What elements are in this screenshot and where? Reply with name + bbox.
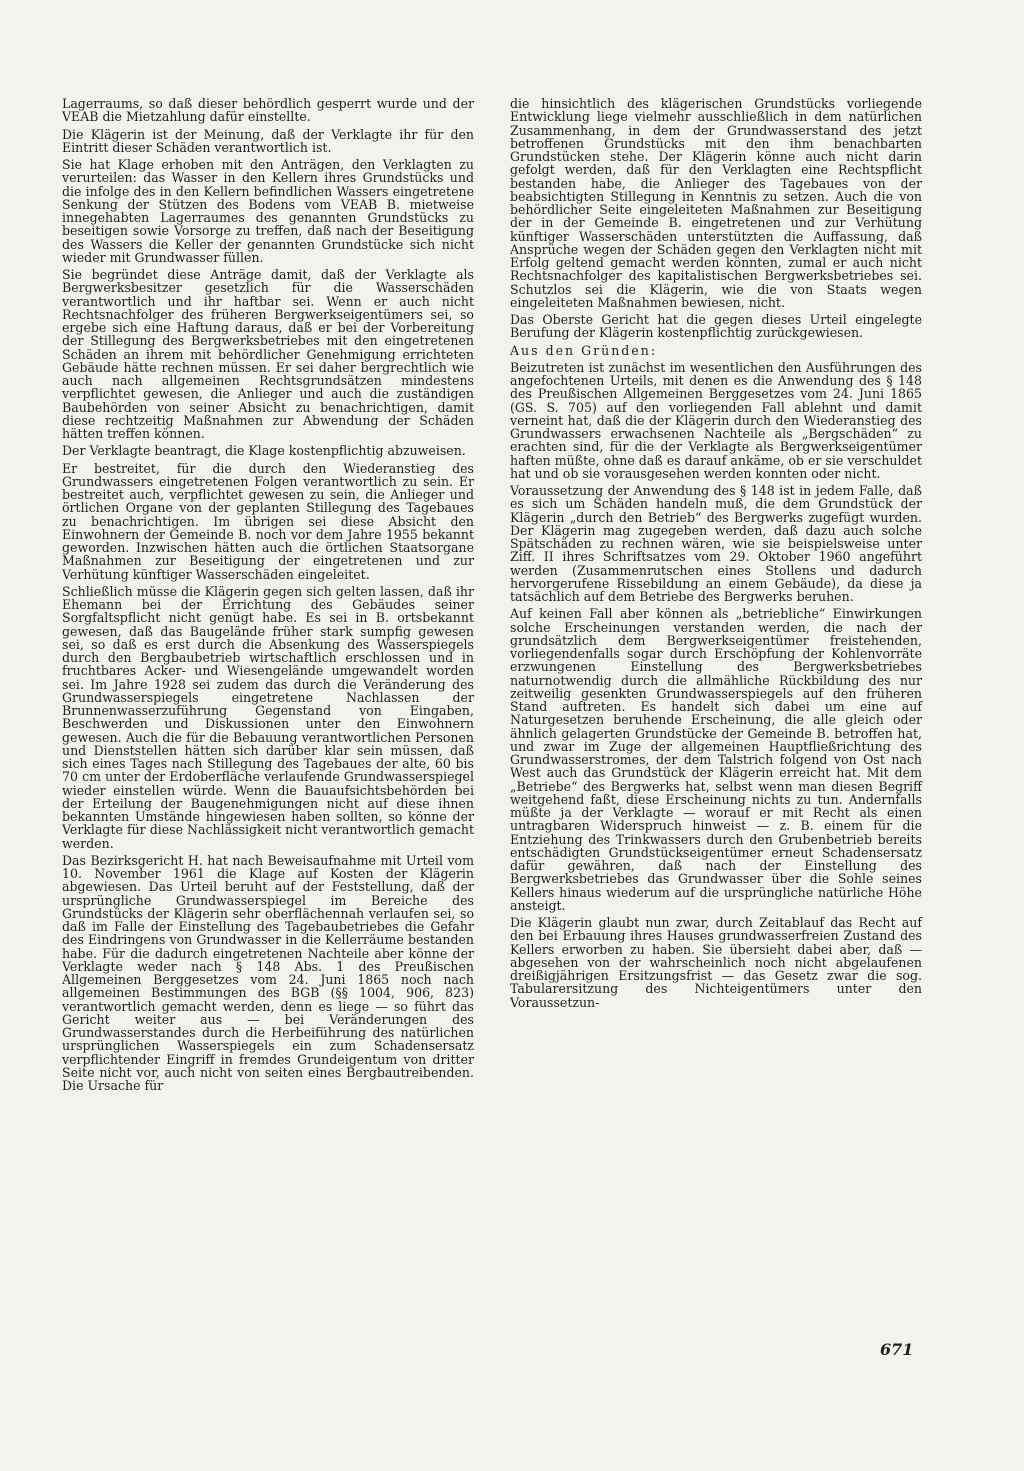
paragraph: Sie hat Klage erhoben mit den Anträgen, den Verklagten zu verurteilen: das Wasser in den Kellern ihres Grundstücks und die infolge des in den Kellern befindlichen Wassers eingetretene Senkung der Stützen des Bodens vom VEAB B. mietweise innegehabten Lagerraumes des genannten Grundstücks zu beseitigen sowie Vorsorge zu treffen, daß nach der Beseitigung des Wassers die Keller der genannten Grundstücke sich nicht wieder mit Grundwasser füllen.: [62, 157, 474, 265]
paragraph: Voraussetzung der Anwendung des § 148 ist in jedem Falle, daß es sich um Schäden handeln muß, die dem Grundstück der Klägerin „durch den Betrieb“ des Bergwerks zugefügt wurden. Der Klägerin mag zugegeben werden, daß dazu auch solche Spätschäden zu rechnen wären, wie sie beispielsweise unter Ziff. II ihres Schriftsatzes vom 29. Oktober 1960 angeführt werden (Zusammenrutschen eines Stollens und dadurch hervorgerufene Rissebildung an einem Gebäude), da diese ja tatsächlich auf dem Betriebe des Bergwerks beruhen.: [510, 483, 922, 604]
left-column: [62, 97, 474, 1096]
paragraph: Auf keinen Fall aber können als „betriebliche“ Einwirkungen solche Erscheinungen verstanden werden, die nach der grundsätzlich dem Bergwerkseigentümer freistehenden, vorliegendenfalls sogar durch Erschöpfung der Kohlenvorräte erzwungenen Einstellung des Bergwerksbetriebes naturnotwendig durch die allmähliche Rückbildung des nur zeitweilig gesenkten Grundwasserspiegels auf den früheren Stand auftreten. Es handelt sich dabei um eine auf Naturgesetzen beruhende Erscheinung, die alle gleich oder ähnlich gelagerten Grundstücke der Gemeinde B. betroffen hat, und zwar im Zuge der allgemeinen Hauptfließrichtung des Grundwasserstromes, der dem Talstrich folgend von Ost nach West auch das Grundstück der Klägerin erreicht hat. Mit dem „Betriebe“ des Bergwerks hat, selbst wenn man diesen Begriff weitgehend faßt, diese Erscheinung nichts zu tun. Andernfalls müßte ja der Verklagte — worauf er mit Recht als einen untragbaren Widerspruch hinweist — z. B. einem für die Entziehung des Trinkwassers durch den Grubenbetrieb bereits entschädigten Grundstückseigentümer erneut Schadensersatz dafür gewähren, daß nach der Einstellung des Bergwerksbetriebes das Grundwasser über die Sohle seines Kellers hinaus wiederum auf die ursprüngliche natürliche Höhe ansteigt.: [510, 606, 922, 913]
paragraph: Das Bezirksgericht H. hat nach Beweisaufnahme mit Urteil vom 10. November 1961 die Klage auf Kosten der Klägerin abgewiesen. Das Urteil beruht auf der Feststellung, daß der ursprüngliche Grundwasserspiegel im Bereiche des Grundstücks der Klägerin sehr oberflächennah verlaufen sei, so daß im Falle der Einstellung des Tagebaubetriebes die Gefahr des Eindringens von Grundwasser in die Kellerräume bestanden habe. Für die dadurch eingetretenen Nachteile aber könne der Verklagte weder nach § 148 Abs. 1 des Preußischen Allgemeinen Berggesetzes vom 24. Juni 1865 noch nach allgemeinen Bestimmungen des BGB (§§ 1004, 906, 823) verantwortlich gemacht werden, denn es liege — so führt das Gericht weiter aus — bei Veränderungen des Grundwasserstandes durch die Herbeiführung des natürlichen ursprünglichen Wasserspiegels ein zum Schadensersatz verpflichtender Eingriff in fremdes Grundeigentum von dritter Seite nicht vor, auch nicht von seiten eines Bergbautreibenden. Die Ursache für: [62, 852, 474, 1093]
paragraph: Die Klägerin ist der Meinung, daß der Verklagte ihr für den Eintritt dieser Schäden verantwortlich ist.: [62, 126, 474, 155]
section-heading: Aus den Gründen:: [510, 342, 658, 358]
paragraph: Lagerraums, so daß dieser behördlich gesperrt wurde und der VEAB die Mietzahlung dafür einstellte.: [62, 96, 474, 125]
page-number: 671: [880, 1340, 914, 1359]
paragraph: Die Klägerin glaubt nun zwar, durch Zeitablauf das Recht auf den bei Erbauung ihres Hauses grundwasserfreien Zustand des Kellers erworben zu haben. Sie übersieht dabei aber, daß — abgesehen von der wahrscheinlich noch nicht abgelaufenen dreißigjährigen Ersitzungsfrist — das Gesetz zwar die sog. Tabularersitzung des Nichteigentümers unter den Voraussetzun-: [510, 915, 922, 1010]
paragraph: Das Oberste Gericht hat die gegen dieses Urteil eingelegte Berufung der Klägerin kostenpflichtig zurückgewiesen.: [510, 312, 922, 341]
paragraph: die hinsichtlich des klägerischen Grundstücks vorliegende Entwicklung liege vielmehr ausschließlich in dem natürlichen Zusammenhang, in dem der Grundwasserstand des jetzt betroffenen Grundstücks mit den ihm benachbarten Grundstücken stehe. Der Klägerin könne auch nicht darin gefolgt werden, daß für den Verklagten eine Rechtspflicht bestanden habe, die Anlieger des Tagebaues von der beabsichtigten Stillegung in Kenntnis zu setzen. Auch die von behördlicher Seite eingeleiteten Maßnahmen zur Beseitigung der in der Gemeinde B. eingetretenen und zur Verhütung künftiger Wasserschäden unterstützten die Auffassung, daß Ansprüche wegen der Schäden gegen den Verklagten nicht mit Erfolg geltend gemacht werden könnten, zumal er auch nicht Rechtsnachfolger des kapitalistischen Bergwerksbetriebes sei. Schutzlos sei die Klägerin, wie die von Staats wegen eingeleiteten Maßnahmen bewiesen, nicht.: [510, 96, 922, 310]
paragraph: Schließlich müsse die Klägerin gegen sich gelten lassen, daß ihr Ehemann bei der Errichtung des Gebäudes seiner Sorgfaltspflicht nicht genügt habe. Es sei in B. ortsbekannt gewesen, daß das Baugelände früher stark sumpfig gewesen sei, so daß es erst durch die Absenkung des Wasserspiegels durch den Bergbaubetrieb wirtschaftlich erschlossen und in fruchtbares Acker- und Wiesengelände umgewandelt worden sei. Im Jahre 1928 sei zudem das durch die Veränderung des Grundwasserspiegels eingetretene Nachlassen der Brunnenwasserzuführung Gegenstand von Eingaben, Beschwerden und Diskussionen unter den Einwohnern gewesen. Auch die für die Bebauung verantwortlichen Personen und Dienststellen hätten sich darüber klar sein müssen, daß sich eines Tages nach Stillegung des Tagebaues der alte, 60 bis 70 cm unter der Erdoberfläche verlaufende Grundwasserspiegel wieder einstellen würde. Wenn die Bauaufsichtsbehörden bei der Erteilung der Baugenehmigungen nicht auf diese ihnen bekannten Umstände hingewiesen haben sollten, so könne der Verklagte für diese Nachlässigkeit nicht verantwortlich gemacht werden.: [62, 583, 474, 851]
right-column: [510, 97, 922, 1013]
paragraph: Der Verklagte beantragt, die Klage kostenpflichtig abzuweisen.: [62, 443, 466, 459]
paragraph: Sie begründet diese Anträge damit, daß der Verklagte als Bergwerksbesitzer gesetzlich für die Wasserschäden verantwortlich und ihr haftbar sei. Wenn er auch nicht Rechtsnachfolger des früheren Bergwerkseigentümers sei, so ergebe sich eine Haftung daraus, daß er bei der Vorbereitung der Stillegung des Bergwerksbetriebes mit den eingetretenen Schäden an ihrem mit behördlicher Genehmigung errichteten Gebäude hätte rechnen müssen. Er sei daher bergrechtlich wie auch nach allgemeinen Rechtsgrundsätzen mindestens verpflichtet gewesen, die Anlieger und auch die zuständigen Baubehörden von seiner Absicht zu benachrichtigen, damit diese rechtzeitig Maßnahmen zur Abwendung der Schäden hätten treffen können.: [62, 267, 474, 441]
paragraph: Beizutreten ist zunächst im wesentlichen den Ausführungen des angefochtenen Urteils, mit denen es die Anwendung des § 148 des Preußischen Allgemeinen Berggesetzes vom 24. Juni 1865 (GS. S. 705) auf den vorliegenden Fall ablehnt und damit verneint hat, daß die der Klägerin durch den Wiederanstieg des Grundwassers erwachsenen Nachteile als „Bergschäden“ zu erachten sind, für die der Verklagte als Bergwerkseigentümer haften müßte, ohne daß es darauf ankäme, ob er sie verschuldet hat und ob sie vorausgesehen werden konnten oder nicht.: [510, 359, 922, 481]
paragraph: Er bestreitet, für die durch den Wiederanstieg des Grundwassers eingetretenen Folgen verantwortlich zu sein. Er bestreitet auch, verpflichtet gewesen zu sein, die Anlieger und örtlichen Organe von der geplanten Stillegung des Tagebaues zu benachrichtigen. Im übrigen sei diese Absicht den Einwohnern der Gemeinde B. noch vor dem Jahre 1955 bekannt geworden. Inzwischen hätten auch die örtlichen Staatsorgane Maßnahmen zur Beseitigung der eingetretenen und zur Verhütung künftiger Wasserschäden eingeleitet.: [62, 460, 474, 582]
